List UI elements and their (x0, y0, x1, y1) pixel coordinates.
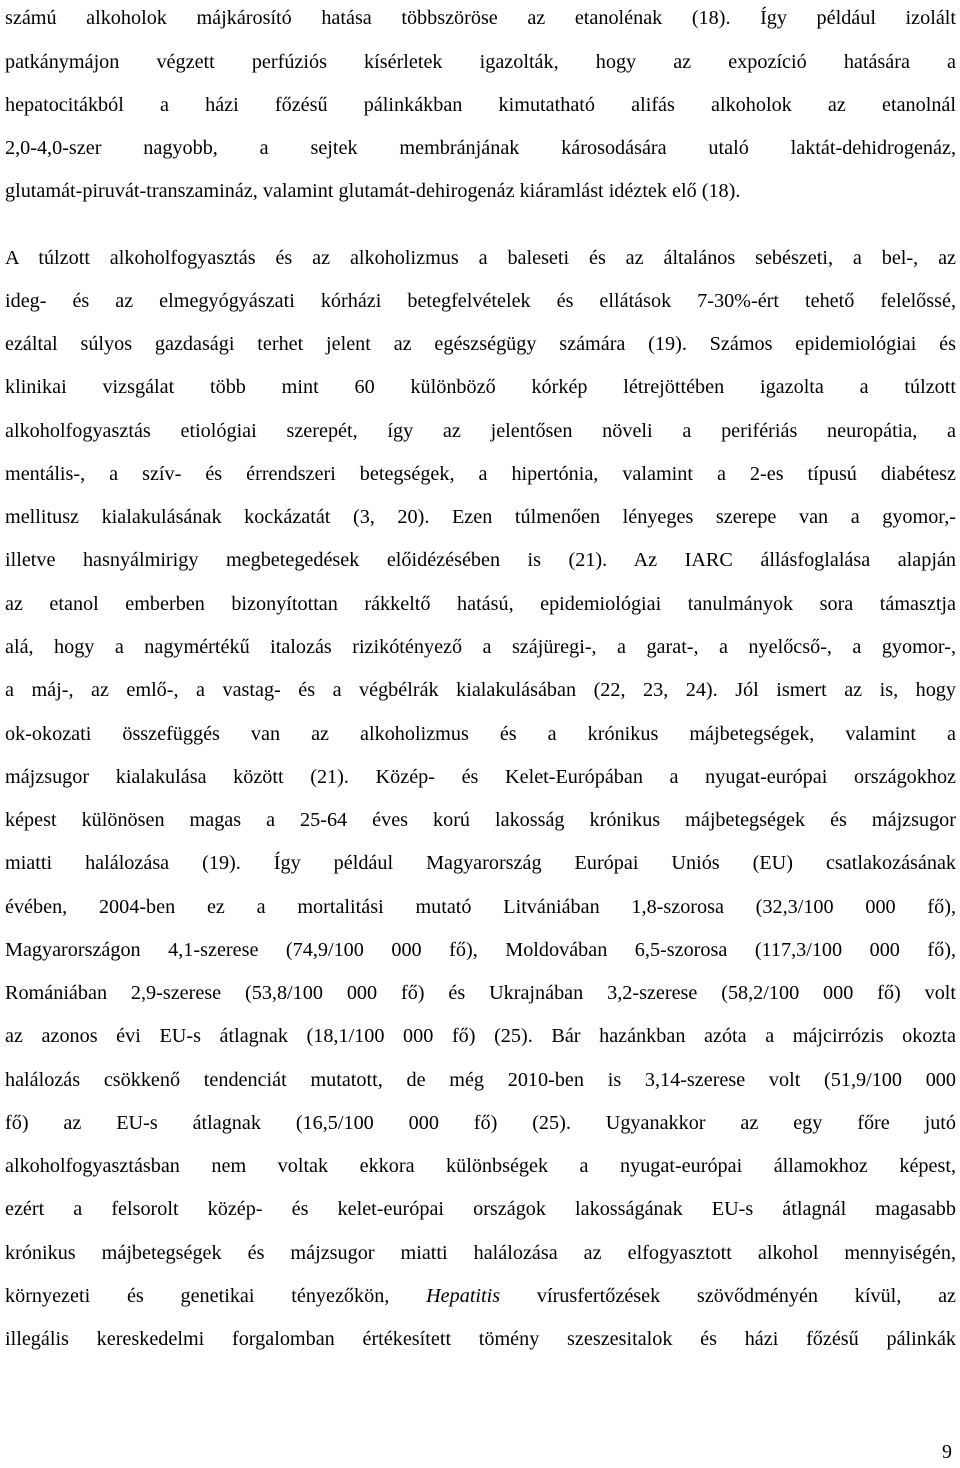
text-span: vírusfertőzések szövődményén kívül, az (500, 1285, 956, 1307)
text-line: képest különösen magas a 25-64 éves korú lakosság krónikus májbetegségek és májzsugor (5, 809, 956, 831)
text-line: a máj-, az emlő-, a vastag- és a végbélrák kialakulásában (22, 23, 24). Jól ismert az is, hogy (5, 679, 956, 701)
text-line: alkoholfogyasztás etiológiai szerepét, így az jelentősen növeli a perifériás neuropátia, a (5, 420, 956, 442)
text-line: ezért a felsorolt közép- és kelet-európai országok lakosságának EU-s átlagnál magasabb (5, 1198, 956, 1220)
page-number: 9 (942, 1441, 952, 1463)
text-line: májzsugor kialakulása között (21). Közép- és Kelet-Európában a nyugat-európai országokhoz (5, 766, 956, 788)
text-line: illegális kereskedelmi forgalomban értékesített tömény szeszesitalok és házi főzésű pálinkák (5, 1328, 956, 1350)
text-line: számú alkoholok májkárosító hatása többszöröse az etanolénak (18). Így például izolált (5, 7, 956, 29)
text-span: környezeti és genetikai tényezőkön, (5, 1285, 427, 1307)
text-line: illetve hasnyálmirigy megbetegedések előidézésében is (21). Az IARC állásfoglalása alapján (5, 549, 956, 571)
text-line: az etanol emberben bizonyítottan rákkeltő hatású, epidemiológiai tanulmányok sora támasztja (5, 593, 956, 615)
text-line: glutamát-piruvát-transzamináz, valamint glutamát-dehirogenáz kiáramlást idéztek elő (18). (5, 180, 741, 202)
text-line: ok-okozati összefüggés van az alkoholizmus és a krónikus májbetegségek, valamint a (5, 723, 956, 745)
text-line: Magyarországon 4,1-szerese (74,9/100 000 fő), Moldovában 6,5-szorosa (117,3/100 000 fő), (5, 939, 956, 961)
text-line: miatti halálozása (19). Így például Magyarország Európai Uniós (EU) csatlakozásának (5, 852, 956, 874)
text-line: hepatocitákból a házi főzésű pálinkákban kimutatható alifás alkoholok az etanolnál (5, 94, 956, 116)
text-line: mentális-, a szív- és érrendszeri betegségek, a hipertónia, valamint a 2-es típusú diabétesz (5, 463, 956, 485)
text-line: patkánymájon végzett perfúziós kísérletek igazolták, hogy az expozíció hatására a (5, 51, 956, 73)
italic-term: Hepatitis (426, 1285, 501, 1307)
text-line (5, 1283, 956, 1309)
text-line: alá, hogy a nagymértékű italozás rizikótényező a szájüregi-, a garat-, a nyelőcső-, a gyomor-, (5, 636, 956, 658)
text-line: az azonos évi EU-s átlagnak (18,1/100 000 fő) (25). Bár hazánkban azóta a májcirrózis okozta (5, 1025, 956, 1047)
text-line: alkoholfogyasztásban nem voltak ekkora különbségek a nyugat-európai államokhoz képest, (5, 1155, 956, 1177)
text-line: krónikus májbetegségek és májzsugor miatti halálozása az elfogyasztott alkohol mennyiségén, (5, 1242, 956, 1264)
text-line: Romániában 2,9-szerese (53,8/100 000 fő) és Ukrajnában 3,2-szerese (58,2/100 000 fő) volt (5, 982, 956, 1004)
text-line: A túlzott alkoholfogyasztás és az alkoholizmus a baleseti és az általános sebészeti, a bel-, az (5, 247, 956, 269)
text-line: ideg- és az elmegyógyászati kórházi betegfelvételek és ellátások 7-30%-ért tehető felelőssé, (5, 290, 956, 312)
text-line: ezáltal súlyos gazdasági terhet jelent az egészségügy számára (19). Számos epidemiológiai és (5, 333, 956, 355)
text-line: fő) az EU-s átlagnak (16,5/100 000 fő) (25). Ugyanakkor az egy főre jutó (5, 1112, 956, 1134)
text-line: halálozás csökkenő tendenciát mutatott, de még 2010-ben is 3,14-szerese volt (51,9/100 000 (5, 1069, 956, 1091)
text-line: évében, 2004-ben ez a mortalitási mutató Litvániában 1,8-szorosa (32,3/100 000 fő), (5, 896, 956, 918)
text-line: klinikai vizsgálat több mint 60 különböző kórkép létrejöttében igazolta a túlzott (5, 376, 956, 398)
text-line: mellitusz kialakulásának kockázatát (3, 20). Ezen túlmenően lényeges szerepe van a gyomor,- (5, 506, 956, 528)
text-line: 2,0-4,0-szer nagyobb, a sejtek membránjának károsodására utaló laktát-dehidrogenáz, (5, 137, 956, 159)
